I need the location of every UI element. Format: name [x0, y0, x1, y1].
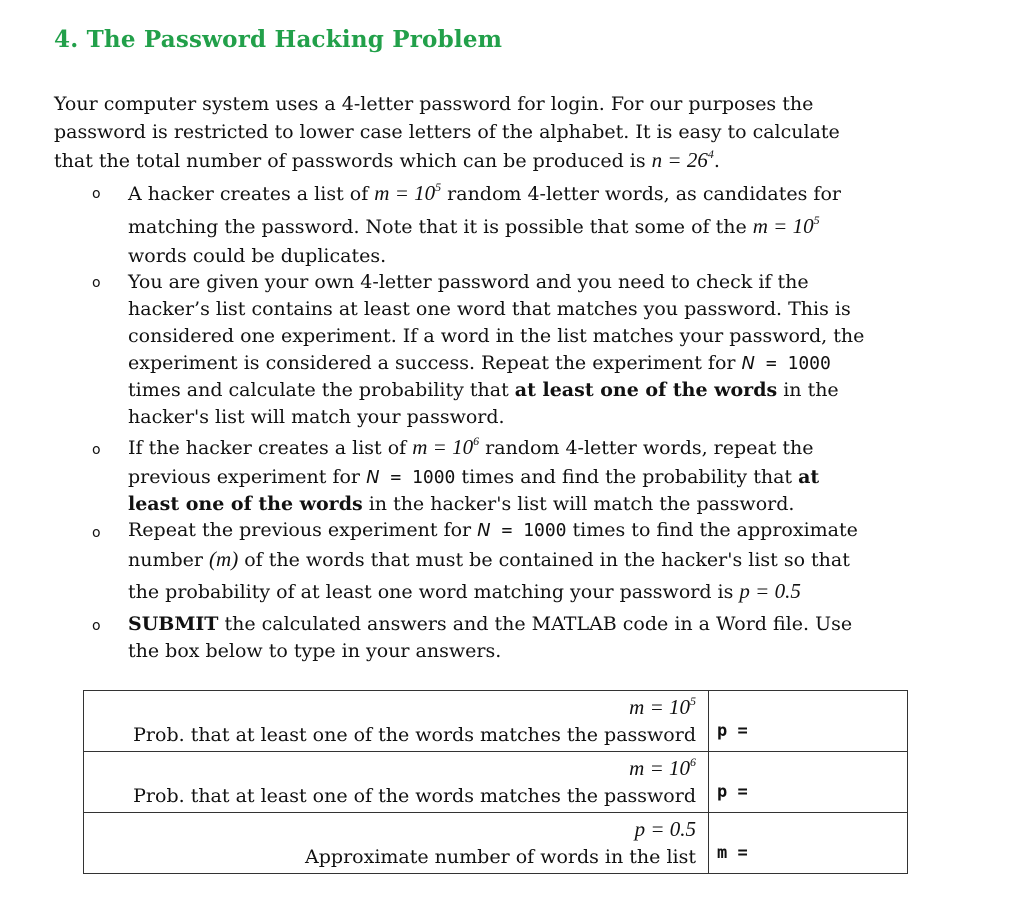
- answer-cell[interactable]: p =: [709, 752, 908, 813]
- bullet-icon: o: [92, 525, 101, 541]
- list-item-4: Repeat the previous experiment for N = 1000 times to find the approximate number (m) of the words that must be contained in the hacker's list so that the probability of at least one word matching your password is p = 0.5: [128, 519, 858, 603]
- n-formula: $n = 26^4$: [651, 147, 714, 172]
- intro-paragraph: [54, 90, 934, 175]
- question-cell: p = 0.5 Approximate number of words in the list: [84, 813, 709, 874]
- m-formula: $m = 10^5$: [374, 180, 442, 205]
- list-item-2: You are given your own 4-letter password and you need to check if the hacker’s list contains at least one word that matches you password. This is considered one experiment. If a word in the list matches your password, the experiment is considered a success. Repeat the experiment for N = 1000 times and calculate the probability that at least one of the words in the hacker's list will match your password.: [128, 271, 865, 428]
- m-formula: $m = 10^5$: [752, 213, 820, 238]
- m-formula: $m = 10^6$: [412, 434, 480, 459]
- table-row: [84, 813, 908, 874]
- table-row: [84, 691, 908, 752]
- intro-line-3: that the total number of passwords which can be produced is $n = 26^4$.: [54, 147, 720, 172]
- list-item-1: A hacker creates a list of $m = 10^5$ random 4-letter words, as candidates for matching the password. Note that it is possible that some of the $m = 10^5$ words could be duplicates.: [128, 180, 841, 267]
- answer-table: [83, 690, 908, 874]
- problem-title: 4. The Password Hacking Problem: [54, 26, 503, 53]
- bullet-icon: o: [92, 275, 101, 291]
- intro-line-1: Your computer system uses a 4-letter password for login. For our purposes the: [54, 93, 814, 115]
- bullet-icon: o: [92, 618, 101, 634]
- table-row: [84, 752, 908, 813]
- answer-cell[interactable]: m =: [709, 813, 908, 874]
- list-item-5: SUBMIT the calculated answers and the MATLAB code in a Word file. Use the box below to type in your answers.: [128, 613, 853, 662]
- bullet-icon: o: [92, 186, 101, 202]
- answer-cell[interactable]: p =: [709, 691, 908, 752]
- intro-line-2: password is restricted to lower case letters of the alphabet. It is easy to calculate: [54, 121, 840, 143]
- bullet-icon: o: [92, 442, 101, 458]
- list-item-3: If the hacker creates a list of $m = 10^6$ random 4-letter words, repeat the previous experiment for N = 1000 times and find the probability that at least one of the words in the hacker's list will match the password.: [128, 434, 820, 515]
- question-cell: $m = 10^5$ Prob. that at least one of the words matches the password: [84, 691, 709, 752]
- question-cell: $m = 10^6$ Prob. that at least one of the words matches the password: [84, 752, 709, 813]
